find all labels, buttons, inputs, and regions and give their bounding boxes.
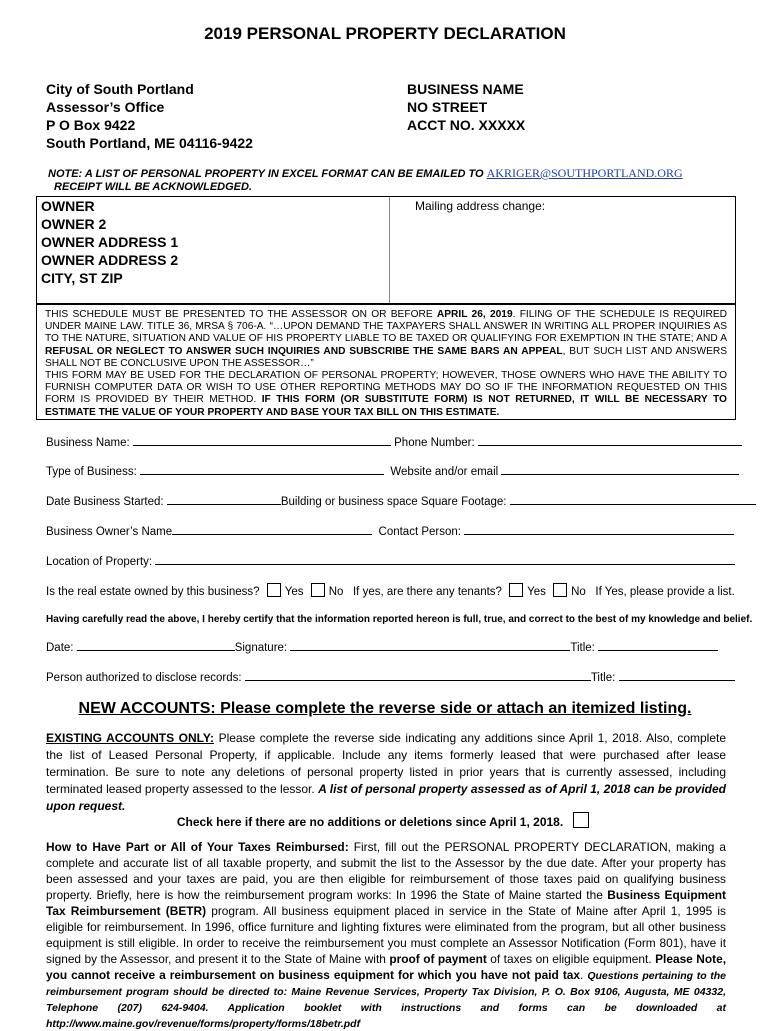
proof-of-payment: proof of payment	[389, 952, 487, 966]
no-changes-checkbox[interactable]	[573, 812, 589, 828]
contact-person-label: Contact Person:	[378, 526, 461, 538]
type-of-business-input[interactable]	[140, 464, 384, 475]
business-name-row	[46, 435, 742, 449]
mailing-address-change-field[interactable]: Mailing address change:	[415, 199, 546, 213]
website-label: Website and/or email	[390, 466, 499, 478]
no-label: No	[328, 586, 344, 598]
assessor-address-line: South Portland, ME 04116-9422	[46, 135, 253, 151]
owner-line: OWNER	[41, 198, 95, 214]
existing-accounts-italic: A list of personal property assessed as of April 1, 2018 can be provided upon request.	[46, 782, 726, 813]
certification-statement: Having carefully read the above, I hereby certify that the information reported hereon is full, true, and correct to the best of my knowledge and belief.	[46, 614, 753, 625]
email-note	[48, 167, 738, 194]
reimbursement-text: .	[580, 968, 588, 982]
schedule-bold-text: IF THIS FORM (OR SUBSTITUTE FORM) IS NOT RETURNED, IT WILL BE NECESSARY TO ESTIMATE THE VALUE OF YOUR PROPERTY AND BASE YOUR TAX BILL ON THIS ESTIMATE.	[45, 394, 727, 418]
schedule-text: , BUT SUCH LIST AND ANSWERS SHALL NOT BE CONCLUSIVE UPON THE ASSESSOR…”	[45, 345, 728, 369]
business-address-line: NO STREET	[407, 99, 488, 115]
signature-row	[46, 640, 718, 654]
business-name-label: Business Name:	[46, 437, 130, 449]
real-estate-question: Is the real estate owned by this business?	[46, 586, 260, 598]
reimbursement-paragraph	[46, 839, 726, 1031]
owner-line: OWNER ADDRESS 2	[41, 252, 179, 268]
no-changes-label: Check here if there are no additions or deletions since April 1, 2018.	[176, 815, 564, 829]
assessor-address-line: City of South Portland	[46, 81, 194, 97]
phone-number-input[interactable]	[478, 435, 742, 446]
new-accounts-heading: NEW ACCOUNTS: Please complete the reverse side or attach an itemized listing.	[78, 700, 692, 717]
existing-accounts-heading: EXISTING ACCOUNTS ONLY:	[46, 731, 215, 745]
yes-label: Yes	[284, 586, 304, 598]
signature-label: Signature:	[234, 642, 288, 654]
date-started-input[interactable]	[167, 494, 281, 505]
date-started-row	[46, 494, 756, 508]
assessor-address-line: P O Box 9422	[46, 117, 136, 133]
page-title: 2019 PERSONAL PROPERTY DECLARATION	[204, 24, 566, 43]
tenants-question: If yes, are there any tenants?	[352, 586, 502, 598]
schedule-text: . FILING OF THE SCHEDULE IS REQUIRED UNDER MAINE LAW. TITLE 36, MRSA § 706-A. “…UPON DEMAND THE TAXPAYERS SHALL ANSWER IN WRITING ALL PROPER INQUIRIES AS TO THE NATURE, SITUATION AND VALUE OF HIS PROPERTY LIABLE TO BE TAXED OR QUALIFYING FOR EXEMPTION IN THE STATE; AND A	[45, 309, 728, 345]
schedule-text: THIS SCHEDULE MUST BE PRESENTED TO THE ASSESSOR ON OR BEFORE	[45, 309, 437, 320]
reimbursement-contact: Questions pertaining to the reimbursement program should be directed to: Maine Revenue Services, Property Tax Division, P. O. Box 9106, Augusta, ME 04332, Telephone (207) 624-9404. Application booklet with instructions and forms can be downloaded at http://www.maine.gov/revenue/forms/property/forms/18betr.pdf	[46, 970, 726, 1030]
real-estate-yes-checkbox[interactable]	[267, 583, 281, 597]
yes-label: Yes	[527, 586, 546, 598]
authorized-person-row	[46, 670, 735, 684]
owner-name-row	[46, 524, 734, 538]
owner-name-input[interactable]	[172, 524, 372, 535]
date-started-label: Date Business Started:	[46, 496, 164, 508]
real-estate-row	[46, 583, 735, 598]
betr-program-name: Business Equipment Tax Reimbursement (BETR)	[46, 888, 726, 918]
square-footage-input[interactable]	[510, 494, 756, 505]
authorized-person-label: Person authorized to disclose records:	[46, 672, 242, 684]
assessor-address-line: Assessor’s Office	[46, 99, 165, 115]
authorized-title-input[interactable]	[619, 670, 735, 681]
title-input[interactable]	[598, 640, 718, 651]
signature-input[interactable]	[290, 640, 570, 651]
assessor-address	[46, 80, 253, 152]
title-label: Title:	[590, 672, 616, 684]
no-label: No	[571, 586, 586, 598]
owner-name-label: Business Owner’s Name	[46, 526, 173, 538]
receipt-note: RECEIPT WILL BE ACKNOWLEDGED.	[54, 181, 252, 193]
no-changes-row	[0, 812, 770, 829]
title-label: Title:	[570, 642, 595, 654]
owner-lines	[41, 197, 178, 287]
owner-box	[36, 196, 736, 304]
business-address-line: BUSINESS NAME	[407, 81, 524, 97]
type-of-business-row	[46, 464, 739, 478]
business-address	[407, 80, 525, 134]
schedule-text: THIS FORM MAY BE USED FOR THE DECLARATION OF PERSONAL PROPERTY; HOWEVER, THOSE OWNERS WHO HAVE THE ABILITY TO FURNISH COMPUTER DATA OR WISH TO USE OTHER REPORTING METHODS MAY DO SO IF THE INFORMATION REQUESTED ON THIS FORM IS PROVIDED BY THEIR METHOD.	[45, 370, 727, 406]
website-input[interactable]	[501, 464, 739, 475]
schedule-notice-box	[36, 304, 736, 420]
real-estate-no-checkbox[interactable]	[311, 583, 325, 597]
location-label: Location of Property:	[46, 556, 153, 568]
owner-box-divider	[389, 197, 390, 303]
tenants-yes-checkbox[interactable]	[509, 583, 523, 597]
reimbursement-text: program. All business equipment placed in service in the State of Maine after April 1, 1995 is eligible for reimbursement. In 1996, office furniture and lighting fixtures were eliminated from the program, but all other business equipment is still eligible. In order to receive the reimbursement you must complete an Assessor Notification (Form 801), have it signed by the Assessor, and present it to the State of Maine with	[46, 904, 726, 966]
reimbursement-text: of taxes on eligible equipment.	[486, 952, 656, 966]
location-row	[46, 554, 735, 568]
contact-person-input[interactable]	[464, 524, 734, 535]
reimbursement-note: Please Note, you cannot receive a reimbursement on business equipment for which you have not paid tax	[46, 952, 727, 982]
due-date: APRIL 26, 2019	[436, 309, 513, 320]
owner-line: OWNER 2	[41, 216, 107, 232]
existing-accounts-text: Please complete the reverse side indicating any additions since April 1, 2018. Also, complete the list of Leased Personal Property, if applicable. Include any items formerly leased that were purchased after lease termination. Be sure to note any deletions of personal property listed in prior years that is currently assessed, including terminated leased property assessed to the lessor.	[46, 731, 727, 796]
date-input[interactable]	[77, 640, 235, 651]
schedule-bold-text: REFUSAL OR NEGLECT TO ANSWER SUCH INQUIRIES AND SUBSCRIBE THE SAME BARS AN APPEAL	[45, 345, 563, 357]
provide-list-text: If Yes, please provide a list.	[595, 586, 735, 598]
email-link[interactable]: AKRIGER@SOUTHPORTLAND.ORG	[486, 166, 683, 180]
owner-line: CITY, ST ZIP	[41, 270, 123, 286]
business-address-line: ACCT NO. XXXXX	[407, 117, 526, 133]
existing-accounts-paragraph	[46, 730, 726, 815]
phone-number-label: Phone Number:	[394, 437, 475, 449]
authorized-person-input[interactable]	[245, 670, 591, 681]
owner-line: OWNER ADDRESS 1	[41, 234, 179, 250]
date-label: Date:	[46, 642, 74, 654]
reimbursement-heading: How to Have Part or All of Your Taxes Reimbursed:	[46, 840, 349, 854]
square-footage-label: Building or business space Square Footage:	[280, 496, 507, 508]
reimbursement-text: First, fill out the PERSONAL PROPERTY DECLARATION, making a complete and accurate list of all taxable property, and submit the list to the Assessor by the due date. After your property has been assessed and your taxes are paid, you are then eligible for reimbursement of those taxes paid on qualifying business property. Briefly, here is how the reimbursement program works: In 1996 the State of Maine started the	[46, 840, 726, 902]
business-name-input[interactable]	[133, 435, 391, 446]
type-of-business-label: Type of Business:	[46, 466, 137, 478]
location-input[interactable]	[155, 554, 735, 565]
tenants-no-checkbox[interactable]	[553, 583, 567, 597]
email-note-text: NOTE: A LIST OF PERSONAL PROPERTY IN EXCEL FORMAT CAN BE EMAILED TO	[48, 168, 484, 180]
